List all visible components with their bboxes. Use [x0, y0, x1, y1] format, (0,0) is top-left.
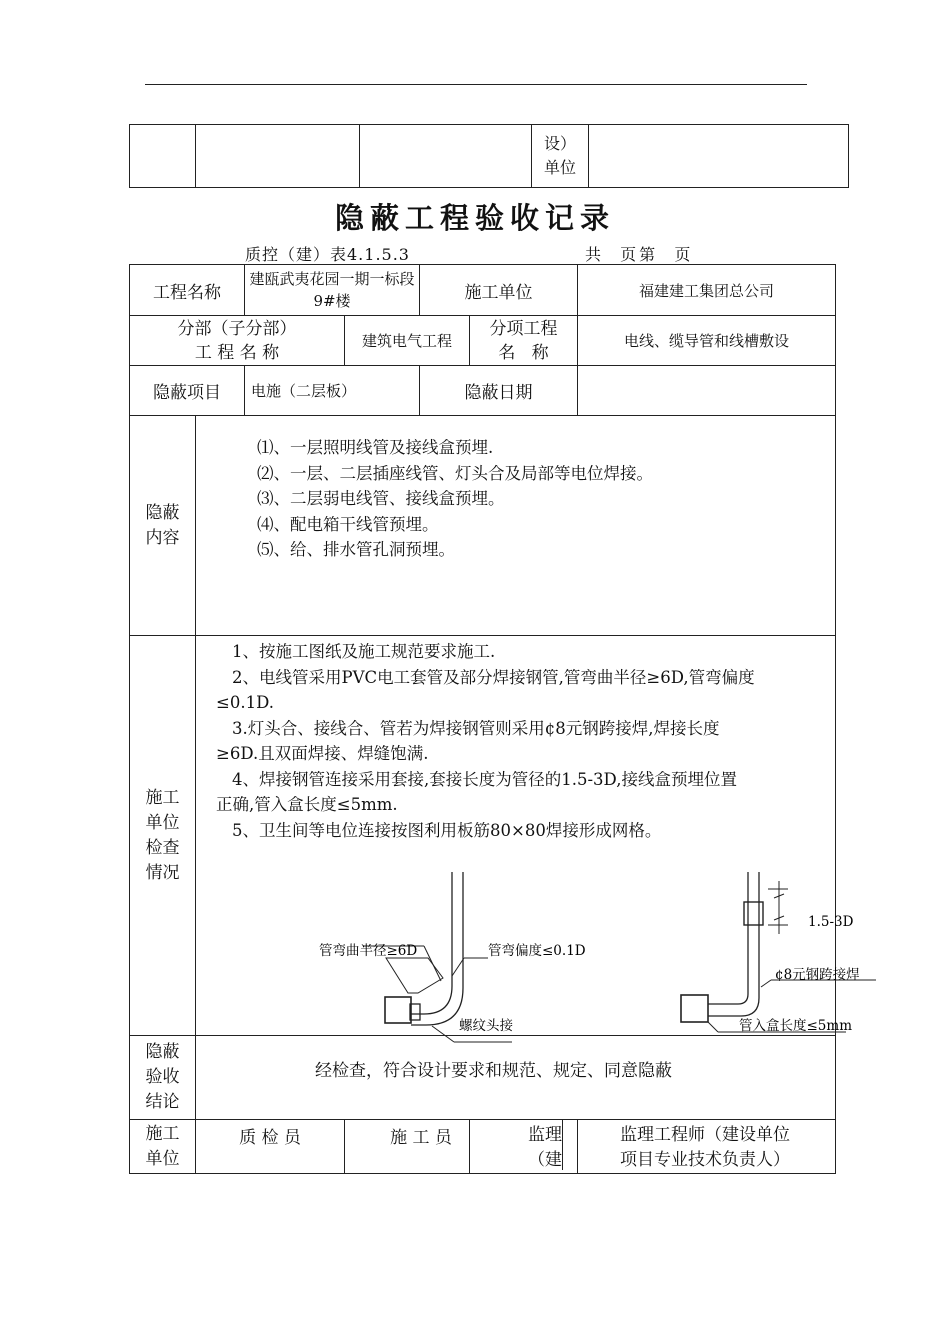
content-item: ⑵、一层、二层插座线管、灯头合及局部等电位焊接。 — [257, 463, 653, 483]
prev-cell-2 — [196, 125, 360, 188]
contractor-value: 福建建工集团总公司 — [578, 265, 836, 316]
footer-divider — [562, 1119, 563, 1170]
inspection-label-cell — [130, 636, 196, 1036]
footer-unit-line-2: 单位 — [145, 1148, 180, 1169]
project-name-cell — [245, 265, 420, 316]
inspection-line: 3.灯头合、接线合、管若为焊接钢管则采用¢8元钢跨接焊,焊接长度 — [232, 718, 720, 738]
conduit-diagrams — [196, 636, 860, 1036]
inspection-cell — [196, 636, 860, 1036]
thread-joint-label: 螺纹头接 — [459, 1018, 513, 1034]
content-label-line-1: 隐蔽 — [145, 502, 180, 523]
project-name-line-2: 9#楼 — [313, 292, 351, 310]
bend-deviation-label: 管弯偏度≤0.1D — [488, 943, 586, 959]
inspection-label-line: 情况 — [145, 862, 180, 883]
content-label-cell — [130, 416, 196, 636]
prev-label-line-1: 设） — [543, 134, 576, 153]
conclusion-label-line: 结论 — [145, 1092, 180, 1112]
conduit-inner — [411, 872, 463, 1025]
supervisor-line-2: （建 — [528, 1150, 563, 1170]
prev-cell-5 — [589, 125, 849, 188]
inspection-line: 5、卫生间等电位连接按图利用板筋80×80焊接形成网格。 — [232, 820, 662, 840]
content-label-line-2: 内容 — [145, 527, 180, 548]
division-label-cell — [130, 316, 345, 366]
inspection-label-line: 施工 — [145, 787, 180, 808]
footer-unit-line-1: 施工 — [145, 1123, 180, 1144]
content-item: ⑶、二层弱电线管、接线盒预埋。 — [257, 489, 505, 508]
form-number: 质控（建）表4.1.5.3 — [245, 245, 410, 264]
inspector-label: 质 检 员 — [196, 1120, 345, 1174]
constructor-label: 施 工 员 — [345, 1120, 470, 1174]
sleeve-diagram — [681, 872, 876, 1032]
content-item: ⑸、给、排水管孔洞预埋。 — [257, 540, 455, 559]
previous-table-fragment — [129, 124, 849, 188]
division-value: 建筑电气工程 — [345, 316, 470, 366]
item-label-line-2: 名 称 — [498, 342, 549, 363]
hidden-date-label: 隐蔽日期 — [420, 366, 578, 416]
sleeve — [744, 902, 763, 925]
junction-box-left — [385, 997, 411, 1023]
division-label-line-1: 分部（子分部） — [177, 318, 297, 339]
project-name-label: 工程名称 — [130, 265, 245, 316]
prev-cell-3 — [360, 125, 532, 188]
inspection-line: 4、焊接钢管连接采用套接,套接长度为管径的1.5-3D,接线盒预埋位置 — [232, 769, 737, 789]
page-title: 隐蔽工程验收记录 — [334, 201, 615, 235]
top-rule — [145, 84, 807, 85]
box-length-label: 管入盒长度≤5mm — [739, 1018, 853, 1034]
bend-radius-label: 管弯曲半径≥6D — [319, 943, 418, 959]
funnel-left — [386, 958, 443, 993]
hidden-item-label: 隐蔽项目 — [130, 366, 245, 416]
engineer-line-2: 项目专业技术负责人） — [620, 1150, 791, 1170]
item-label-cell — [470, 316, 578, 366]
conclusion-label-line: 验收 — [145, 1067, 180, 1087]
prev-label-line-2: 单位 — [543, 158, 576, 177]
conclusion-label-cell — [130, 1036, 196, 1120]
content-item: ⑴、一层照明线管及接线盒预埋. — [257, 438, 494, 457]
conclusion-text: 经检查，符合设计要求和规范、规定、同意隐蔽 — [196, 1036, 836, 1120]
division-label-line-2: 工 程 名 称 — [194, 342, 280, 363]
item-label-line-1: 分项工程 — [489, 318, 558, 339]
steel-conduit-inner — [708, 872, 759, 1016]
prev-cell-1 — [130, 125, 196, 188]
prev-label-cell — [532, 125, 589, 188]
inspection-line: ≤0.1D. — [216, 693, 274, 712]
steel-conduit-outer — [708, 872, 748, 1004]
record-table — [129, 264, 860, 1174]
item-value: 电线、缆导管和线槽敷设 — [578, 316, 836, 366]
supervisor-line-1: 监理 — [528, 1125, 563, 1145]
sleeve-length-label: 1.5-3D — [808, 914, 854, 930]
inspection-line: 正确,管入盒长度≤5mm. — [216, 795, 398, 814]
hidden-item-value: 电施（二层板） — [245, 366, 420, 416]
inspection-line: 2、电线管采用PVC电工套管及部分焊接钢管,管弯曲半径≥6D,管弯偏度 — [232, 667, 755, 687]
page-count: 共 页第 页 — [585, 245, 694, 264]
inspection-label-line: 单位 — [145, 812, 180, 833]
bridge-weld-label: ¢8元钢跨接焊 — [775, 967, 860, 983]
inspection-line: ≥6D.且双面焊接、焊缝饱满. — [216, 744, 429, 763]
inspection-label-line: 检查 — [145, 837, 180, 858]
hidden-date-value — [578, 366, 836, 416]
content-item: ⑷、配电箱干线管预埋。 — [257, 514, 439, 534]
footer-unit-label — [130, 1120, 196, 1174]
content-cell — [196, 416, 836, 636]
engineer-label — [578, 1120, 836, 1174]
contractor-label: 施工单位 — [420, 265, 578, 316]
engineer-line-1: 监理工程师（建设单位 — [620, 1125, 791, 1145]
inspection-line: 1、按施工图纸及施工规范要求施工. — [232, 642, 496, 661]
project-name-line-1: 建瓯武夷花园一期一标段 — [249, 270, 415, 288]
junction-box-right — [681, 995, 708, 1022]
conclusion-label-line: 隐蔽 — [145, 1042, 180, 1062]
